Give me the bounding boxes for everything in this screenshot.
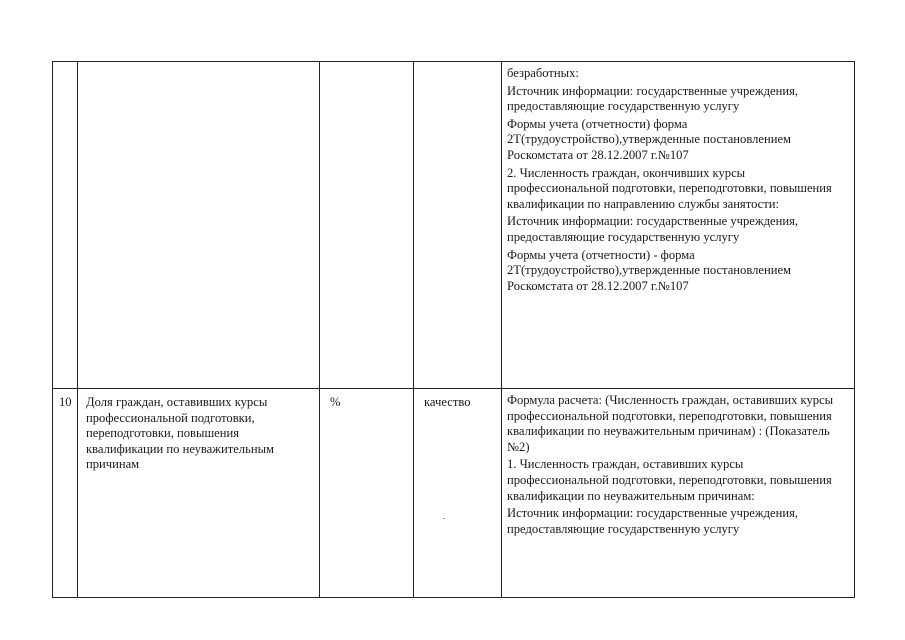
description-paragraph: 1. Численность граждан, оставивших курсы профессиональной подготовки, переподготовки, повышения квалификации по неуважительным причинам: xyxy=(507,457,832,503)
scan-speck xyxy=(443,518,445,519)
unit-cell: % xyxy=(320,389,414,598)
description-paragraph: Источник информации: государственные учреждения, предоставляющие государственную услугу xyxy=(507,506,799,536)
indicator-name-cell: Доля граждан, оставивших курсы профессиональной подготовки, переподготовки, повышения квалификации по неуважительным причинам xyxy=(78,389,320,598)
description-paragraph: Формы учета (отчетности) форма 2Т(трудоустройство),утвержденные постановлением Роскомстата от 28.12.2007 г.№107 xyxy=(507,116,792,162)
indicator-type-cell xyxy=(414,62,502,389)
description-paragraph: безработных: xyxy=(507,66,579,80)
calculation-description-cell xyxy=(502,62,855,389)
row-number-cell xyxy=(53,62,78,389)
indicator-type-cell: качество xyxy=(414,389,502,598)
description-paragraph: Формула расчета: (Численность граждан, оставивших курсы профессиональной подготовки, переподготовки, повышения квалификации по неуважительным причинам) : (Показатель №2) xyxy=(507,393,834,454)
description-paragraph: 2. Численность граждан, окончивших курсы профессиональной подготовки, переподготовки, повышения квалификации по направлению службы занятости: xyxy=(507,165,832,211)
indicator-name-cell xyxy=(78,62,320,389)
row-number-cell: 10 xyxy=(53,389,78,598)
indicators-table xyxy=(52,61,855,598)
unit-cell xyxy=(320,62,414,389)
description-paragraph: Источник информации: государственные учреждения, предоставляющие государственную услугу xyxy=(507,83,799,114)
table-row xyxy=(53,62,855,389)
description-paragraph: Формы учета (отчетности) - форма 2Т(трудоустройство),утвержденные постановлением Роскомстата от 28.12.2007 г.№107 xyxy=(507,247,792,293)
description-paragraph: Источник информации: государственные учреждения, предоставляющие государственную услугу xyxy=(507,214,799,244)
calculation-description-cell xyxy=(502,389,855,598)
table-row xyxy=(53,389,855,598)
